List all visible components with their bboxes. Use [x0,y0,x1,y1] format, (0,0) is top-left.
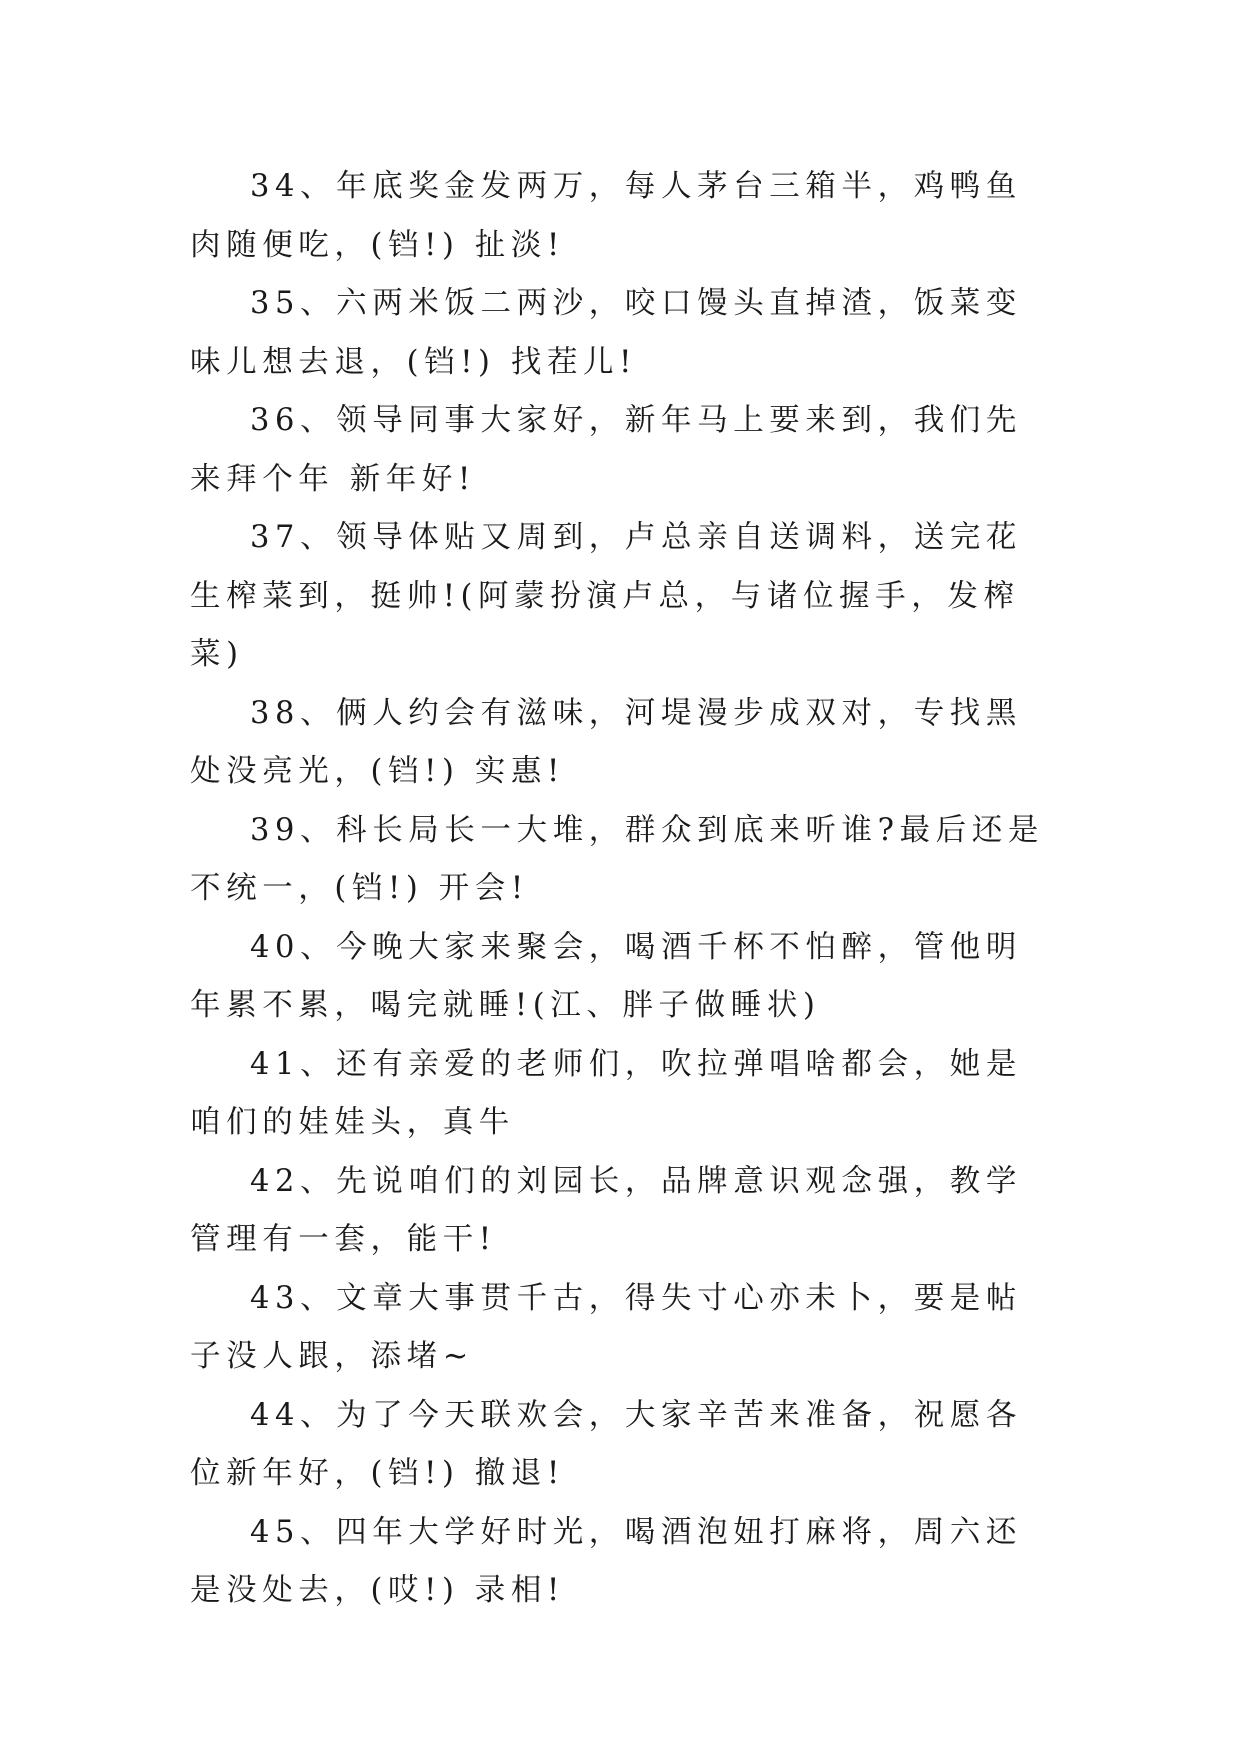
paragraph-37: 37、领导体贴又周到，卢总亲自送调料，送完花生榨菜到，挺帅!(阿蒙扮演卢总，与诸位握手，发榨菜) [190,520,1023,672]
paragraph-43: 43、文章大事贯千古，得失寸心亦未卜，要是帖子没人跟，添堵~ [190,1280,1023,1374]
paragraph-41: 41、还有亲爱的老师们，吹拉弹唱啥都会，她是咱们的娃娃头，真牛 [190,1046,1023,1140]
paragraph-44: 44、为了今天联欢会，大家辛苦来准备，祝愿各位新年好，(铛!) 撤退! [190,1397,1023,1491]
paragraph-34: 34、年底奖金发两万，每人茅台三箱半，鸡鸭鱼肉随便吃，(铛!) 扯淡! [190,169,1023,263]
paragraph-38: 38、俩人约会有滋味，河堤漫步成双对，专找黑处没亮光，(铛!) 实惠! [190,695,1023,789]
document-body [190,158,1050,1621]
paragraph-36: 36、领导同事大家好，新年马上要来到，我们先来拜个年 新年好! [190,403,1023,497]
paragraph-42: 42、先说咱们的刘园长，品牌意识观念强，教学管理有一套，能干! [190,1163,1023,1257]
paragraph-35: 35、六两米饭二两沙，咬口馒头直掉渣，饭菜变味儿想去退，(铛!) 找茬儿! [190,286,1023,380]
paragraph-39: 39、科长局长一大堆，群众到底来听谁?最后还是不统一，(铛!) 开会! [190,812,1044,906]
paragraph-40: 40、今晚大家来聚会，喝酒千杯不怕醉，管他明年累不累，喝完就睡!(江、胖子做睡状) [190,929,1023,1023]
paragraph-45: 45、四年大学好时光，喝酒泡妞打麻将，周六还是没处去，(哎!) 录相! [190,1514,1023,1608]
